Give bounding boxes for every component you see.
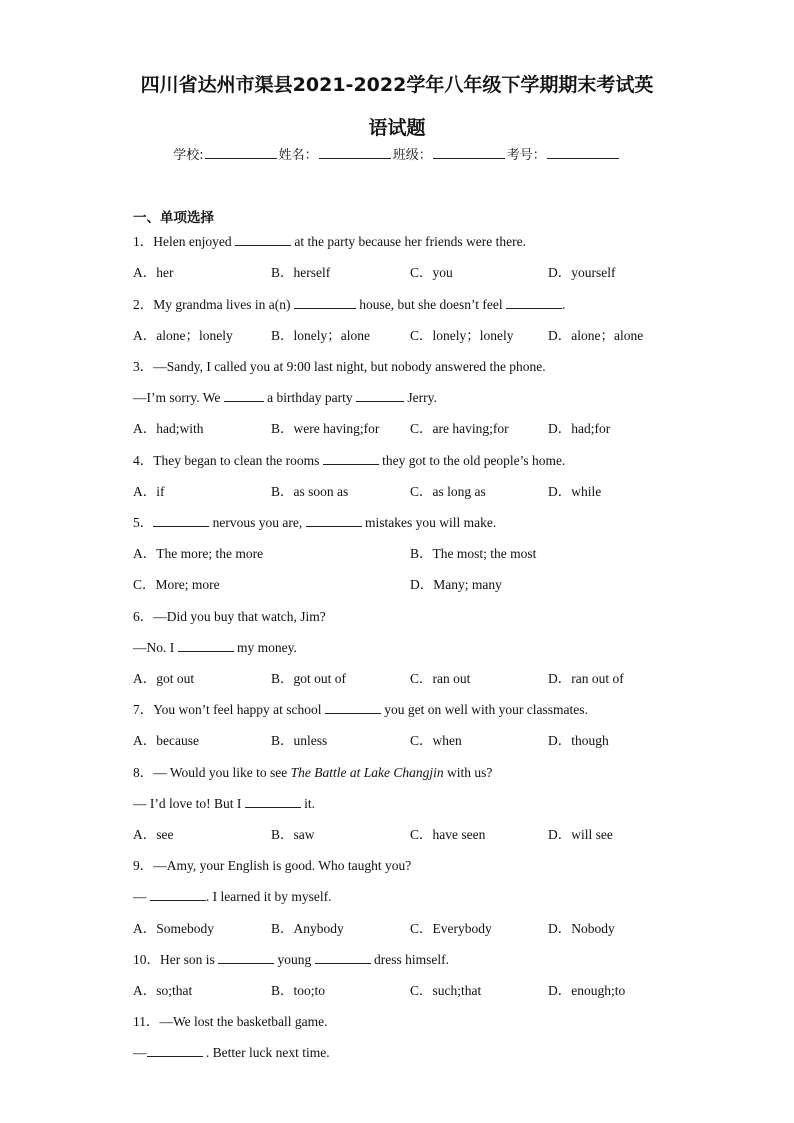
option-b[interactable]: B．saw [271,827,315,842]
question-3-line-2 [133,389,437,407]
answer-blank [224,389,264,402]
option-c[interactable]: C．as long as [410,484,486,499]
q5-text-b: nervous you are, [209,515,306,530]
answer-blank [323,452,379,465]
option-d[interactable]: D．while [548,484,602,499]
class-blank[interactable] [433,146,505,159]
option-c[interactable]: C．More; more [133,577,220,592]
answer-blank [506,296,562,309]
exam-title-line-2: 语试题 [368,117,426,139]
q10-text-a: 10．Her son is [133,952,219,967]
option-b[interactable]: B．unless [271,733,328,748]
option-d[interactable]: D．yourself [548,265,616,280]
option-c[interactable]: C．have seen [410,827,486,842]
exam-title-line-1: 四川省达州市渠县2021-2022学年八年级下学期期末考试英 [140,74,654,96]
q11-text-b: . Better luck next time. [202,1045,330,1060]
q5-text-c: mistakes you will make. [361,515,497,530]
answer-blank [178,639,234,652]
q8-text-d: it. [300,796,315,811]
section-heading: 一、单项选择 [133,210,214,226]
q2-text-b: house, but she doesn’t feel [355,297,506,312]
q1-text-b: at the party because her friends were there. [290,234,526,249]
question-4 [133,452,565,470]
q6-text-a: —No. I [133,640,178,655]
option-a[interactable]: A．because [133,733,199,748]
answer-blank [315,951,371,964]
q9-text-b: . I learned it by myself. [205,889,332,904]
q3-text-c: Jerry. [404,390,437,405]
option-d[interactable]: D．ran out of [548,671,624,686]
q3-text-b: a birthday party [263,390,357,405]
option-b[interactable]: B．herself [271,265,331,280]
q11-text-a: — [133,1045,147,1060]
answer-blank [294,296,356,309]
option-d[interactable]: D．had;for [548,421,611,436]
answer-blank [325,701,381,714]
option-a[interactable]: A．so;that [133,983,193,998]
question-2 [133,296,565,314]
option-c[interactable]: C．are having;for [410,421,509,436]
option-a[interactable]: A．Somebody [133,921,214,936]
option-d[interactable]: D．alone；alone [548,328,644,343]
option-c[interactable]: C．lonely；lonely [410,328,514,343]
student-info-row [0,144,794,163]
q3-text-a: —I’m sorry. We [133,390,224,405]
q4-text-a: 4．They began to clean the rooms [133,453,323,468]
option-a[interactable]: A．got out [133,671,195,686]
question-7 [133,701,588,719]
name-blank[interactable] [319,146,391,159]
option-a[interactable]: A．The more; the more [133,546,264,561]
option-d[interactable]: D．will see [548,827,613,842]
film-title: The Battle at Lake Changjin [290,765,444,780]
option-c[interactable]: C．you [410,265,453,280]
number-blank[interactable] [547,146,619,159]
answer-blank [147,1044,203,1057]
option-c[interactable]: C．such;that [410,983,482,998]
q8-text-c: — I’d love to! But I [133,796,245,811]
answer-blank [356,389,404,402]
answer-blank [218,951,274,964]
q9-text-a: — [133,889,150,904]
option-c[interactable]: C．ran out [410,671,471,686]
option-d[interactable]: D．enough;to [548,983,626,998]
question-8-line-2 [133,795,315,813]
q7-text-a: 7．You won’t feel happy at school [133,702,325,717]
option-a[interactable]: A．alone；lonely [133,328,233,343]
option-a[interactable]: A．see [133,827,174,842]
answer-blank [153,514,209,527]
question-9-line-1: 9．—Amy, your English is good. Who taught you? [133,858,412,873]
question-10 [133,951,449,969]
q1-text-a: 1．Helen enjoyed [133,234,235,249]
q5-text-a: 5． [133,515,154,530]
question-1 [133,233,526,251]
q8-text-b: with us? [443,765,493,780]
name-label: 姓名： [278,148,318,163]
class-label: 班级： [392,148,432,163]
option-b[interactable]: B．got out of [271,671,347,686]
question-9-line-2 [133,888,331,906]
option-c[interactable]: C．Everybody [410,921,492,936]
number-label: 考号： [506,148,546,163]
question-11-line-2 [133,1044,330,1062]
q10-text-c: dress himself. [370,952,449,967]
q2-text-a: 2．My grandma lives in a(n) [133,297,294,312]
q2-text-c: . [561,297,566,312]
school-blank[interactable] [205,146,277,159]
school-label: 学校: [173,148,204,163]
option-b[interactable]: B．Anybody [271,921,344,936]
q8-text-a: 8．— Would you like to see [133,765,291,780]
option-b[interactable]: B．The most; the most [410,546,537,561]
option-a[interactable]: A．her [133,265,174,280]
question-8-line-1 [133,764,492,782]
question-6-line-1: 6．—Did you buy that watch, Jim? [133,609,326,624]
option-b[interactable]: B．lonely；alone [271,328,370,343]
question-3-line-1: 3．—Sandy, I called you at 9:00 last night, but nobody answered the phone. [133,359,546,374]
option-d[interactable]: D．Many; many [410,577,502,592]
option-a[interactable]: A．if [133,484,165,499]
option-d[interactable]: D．though [548,733,609,748]
option-b[interactable]: B．were having;for [271,421,380,436]
option-d[interactable]: D．Nobody [548,921,615,936]
question-11-line-1: 11．—We lost the basketball game. [133,1014,328,1029]
option-b[interactable]: B．too;to [271,983,326,998]
answer-blank [245,795,301,808]
question-6-line-2 [133,639,297,657]
q4-text-b: they got to the old people’s home. [378,453,566,468]
option-c[interactable]: C．when [410,733,462,748]
answer-blank [306,514,362,527]
answer-blank [150,888,206,901]
answer-blank [235,233,291,246]
q10-text-b: young [274,952,315,967]
option-a[interactable]: A．had;with [133,421,204,436]
question-5 [133,514,496,532]
q7-text-b: you get on well with your classmates. [380,702,588,717]
q6-text-b: my money. [233,640,297,655]
option-b[interactable]: B．as soon as [271,484,349,499]
